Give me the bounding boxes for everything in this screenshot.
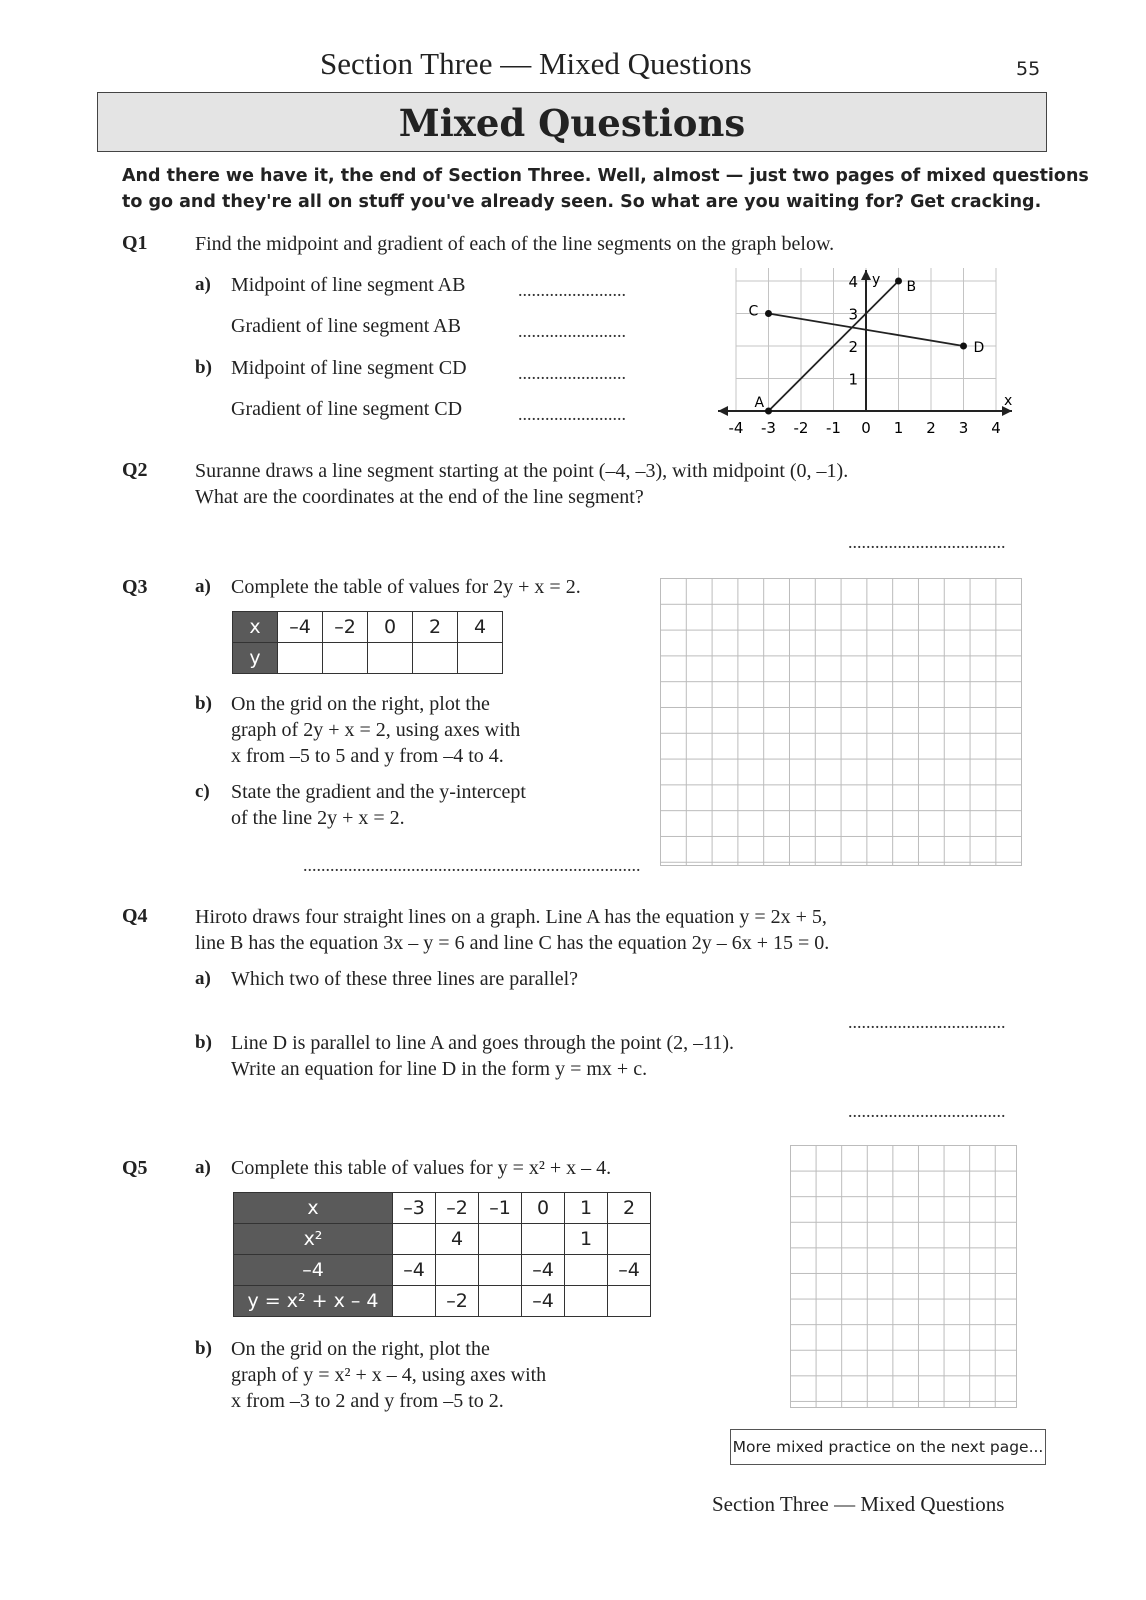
- q1-x-tick-label: 2: [926, 419, 936, 437]
- q1-x-tick-label: 1: [893, 419, 904, 437]
- q5-table-cell[interactable]: [393, 1224, 436, 1255]
- q5-table-cell[interactable]: [479, 1255, 522, 1286]
- q5-table-cell[interactable]: 4: [436, 1224, 479, 1255]
- q5-table-header-cell: 1: [565, 1193, 608, 1224]
- q4-line1: Hiroto draws four straight lines on a graph. Line A has the equation y = 2x + 5,: [195, 906, 827, 928]
- q5-number: Q5: [122, 1157, 148, 1179]
- intro-line-1: And there we have it, the end of Section Three. Well, almost — just two pages of mixed questions: [122, 166, 1089, 186]
- intro-line-2: to go and they're all on stuff you've already seen. So what are you waiting for? Get cracking.: [122, 192, 1042, 212]
- q5-table-cell[interactable]: [522, 1224, 565, 1255]
- q5-table-header-cell: –2: [436, 1193, 479, 1224]
- q3-table-x-cell: –2: [323, 612, 368, 643]
- q5-table-cell[interactable]: –4: [522, 1255, 565, 1286]
- q5-table-row-label: –4: [234, 1255, 393, 1286]
- footer-section: Section Three — Mixed Questions: [712, 1492, 1005, 1516]
- q3b-line1: On the grid on the right, plot the: [231, 693, 490, 715]
- q1a-line1: Midpoint of line segment AB: [231, 274, 466, 296]
- q1-x-tick-label: 3: [958, 419, 969, 437]
- q2-answer[interactable]: ...................................: [848, 532, 1006, 552]
- q5-table-cell[interactable]: [479, 1224, 522, 1255]
- q3c-line2: of the line 2y + x = 2.: [231, 807, 405, 829]
- q3-table-x-cell: 0: [368, 612, 413, 643]
- q1-y-tick-label: 4: [848, 273, 858, 291]
- q5-table-cell[interactable]: [479, 1286, 522, 1317]
- page-title: Mixed Questions: [398, 101, 746, 145]
- q5-table-cell[interactable]: [608, 1286, 651, 1317]
- q1-y-tick-label: 1: [848, 370, 858, 389]
- q4b-label: b): [195, 1032, 212, 1053]
- intro-text: [122, 163, 1089, 215]
- q5-table-cell[interactable]: –2: [436, 1286, 479, 1317]
- q5-table-row: [234, 1255, 651, 1286]
- q3-table-y-cell[interactable]: [413, 643, 458, 674]
- q1a-line2: Gradient of line segment AB: [231, 315, 461, 337]
- q3b-label: b): [195, 693, 212, 714]
- q1-x-tick-label: -2: [793, 419, 809, 437]
- q3-number: Q3: [122, 576, 148, 598]
- next-page-note-box: [730, 1429, 1046, 1465]
- q1-x-tick-label: -3: [761, 419, 776, 437]
- q3-table-y-cell[interactable]: [323, 643, 368, 674]
- q5a-text: Complete this table of values for y = x² + x – 4.: [231, 1157, 612, 1179]
- q3-table-x-row: [233, 612, 503, 643]
- q1-point-label: A: [754, 395, 765, 411]
- q3b-line3: x from –5 to 5 and y from –4 to 4.: [231, 745, 504, 767]
- title-banner: [97, 92, 1047, 152]
- q1-x-arrow-left: [718, 406, 728, 416]
- q4a-answer[interactable]: ...................................: [848, 1012, 1006, 1032]
- q1b-answer2[interactable]: ........................: [518, 404, 626, 424]
- q1-text: Find the midpoint and gradient of each of the line segments on the graph below.: [195, 233, 835, 255]
- q1a-answer2[interactable]: ........................: [518, 321, 626, 341]
- q1b-answer1[interactable]: ........................: [518, 363, 626, 383]
- q1-number: Q1: [122, 232, 148, 254]
- q3a-text: Complete the table of values for 2y + x = 2.: [231, 576, 581, 598]
- q1-y-tick-label: 2: [848, 338, 858, 356]
- q5-table-cell[interactable]: [393, 1286, 436, 1317]
- q1-x-tick-label: -4: [728, 419, 744, 437]
- q4a-label: a): [195, 968, 211, 989]
- q1-point-d: [960, 343, 967, 350]
- q4b-line1: Line D is parallel to line A and goes through the point (2, –11).: [231, 1032, 735, 1054]
- q5-table-header-cell: –1: [479, 1193, 522, 1224]
- q5-table-cell[interactable]: 1: [565, 1224, 608, 1255]
- section-header: Section Three — Mixed Questions: [320, 46, 752, 81]
- q1a-answer1[interactable]: ........................: [518, 280, 626, 300]
- q4b-answer[interactable]: ...................................: [848, 1101, 1006, 1121]
- q3b-line2: graph of 2y + x = 2, using axes with: [231, 719, 521, 741]
- q5-table-cell[interactable]: [436, 1255, 479, 1286]
- q5-plot-grid[interactable]: [790, 1145, 1017, 1408]
- q3-plot-grid[interactable]: [660, 578, 1022, 866]
- q1-graph: [712, 264, 1022, 444]
- q3-table-y-row: [233, 643, 503, 674]
- q5-table-row: [234, 1224, 651, 1255]
- q3-table-y-label: y: [233, 643, 278, 674]
- q1-point-label: C: [748, 303, 759, 320]
- q1-point-a: [765, 408, 772, 415]
- q3-table-x-cell: 2: [413, 612, 458, 643]
- q5-table-cell[interactable]: [608, 1224, 651, 1255]
- q2-line2: What are the coordinates at the end of the line segment?: [195, 486, 644, 508]
- q5b-line3: x from –3 to 2 and y from –5 to 2.: [231, 1390, 504, 1412]
- q3a-label: a): [195, 576, 211, 597]
- q5-table-header-cell: x: [234, 1193, 393, 1224]
- q5-table-cell[interactable]: –4: [522, 1286, 565, 1317]
- q5-table-row-label: x²: [234, 1224, 393, 1255]
- q2-number: Q2: [122, 459, 148, 481]
- q5-table-header-cell: 0: [522, 1193, 565, 1224]
- q4-line2: line B has the equation 3x – y = 6 and line C has the equation 2y – 6x + 15 = 0.: [195, 932, 830, 954]
- q5-table-header-row: [234, 1193, 651, 1224]
- q4b-line2: Write an equation for line D in the form y = mx + c.: [231, 1058, 648, 1080]
- q3-table-y-cell[interactable]: [278, 643, 323, 674]
- q5b-line2: graph of y = x² + x – 4, using axes with: [231, 1364, 547, 1386]
- q1-x-tick-label: 4: [991, 419, 1001, 437]
- q4a-text: Which two of these three lines are parallel?: [231, 968, 579, 990]
- next-page-note: More mixed practice on the next page...: [732, 1438, 1044, 1456]
- q3c-answer[interactable]: ...........................................................................: [303, 855, 641, 875]
- q5-table-cell[interactable]: –4: [393, 1255, 436, 1286]
- q3-table-y-cell[interactable]: [458, 643, 503, 674]
- page-number: 55: [1016, 58, 1041, 80]
- q5-table-row-label: y = x² + x – 4: [234, 1286, 393, 1317]
- q1a-label: a): [195, 274, 211, 295]
- q3-table: [232, 611, 503, 674]
- q1-y-tick-label: 3: [848, 305, 858, 324]
- q5-table-cell[interactable]: –4: [608, 1255, 651, 1286]
- q5b-label: b): [195, 1338, 212, 1359]
- q1-point-c: [765, 310, 772, 317]
- q1b-label: b): [195, 357, 212, 378]
- q5-table-row: [234, 1286, 651, 1317]
- q5-table-cell[interactable]: [565, 1255, 608, 1286]
- q4-number: Q4: [122, 905, 148, 927]
- q1-y-axis-label: y: [872, 272, 881, 288]
- q1-point-label: B: [906, 279, 917, 295]
- q3-table-x-label: x: [233, 612, 278, 643]
- q1-x-tick-label: 0: [861, 419, 871, 437]
- q5-table-header-cell: 2: [608, 1193, 651, 1224]
- q1-y-arrow: [861, 270, 871, 280]
- q1-point-label: D: [973, 340, 985, 356]
- q3-table-x-cell: 4: [458, 612, 503, 643]
- q3c-label: c): [195, 781, 210, 802]
- q1b-line2: Gradient of line segment CD: [231, 398, 463, 420]
- q3-table-x-cell: –4: [278, 612, 323, 643]
- q5b-line1: On the grid on the right, plot the: [231, 1338, 490, 1360]
- q5-table: [233, 1192, 651, 1317]
- q1-point-b: [895, 278, 902, 285]
- q5-table-header-cell: –3: [393, 1193, 436, 1224]
- q1-x-axis-label: x: [1004, 393, 1013, 409]
- q5-table-cell[interactable]: [565, 1286, 608, 1317]
- q3-table-y-cell[interactable]: [368, 643, 413, 674]
- q1-x-tick-label: -1: [826, 419, 841, 437]
- q3c-line1: State the gradient and the y-intercept: [231, 781, 526, 803]
- q2-line1: Suranne draws a line segment starting at the point (–4, –3), with midpoint (0, –1).: [195, 460, 849, 482]
- q1b-line1: Midpoint of line segment CD: [231, 357, 467, 379]
- q5a-label: a): [195, 1157, 211, 1178]
